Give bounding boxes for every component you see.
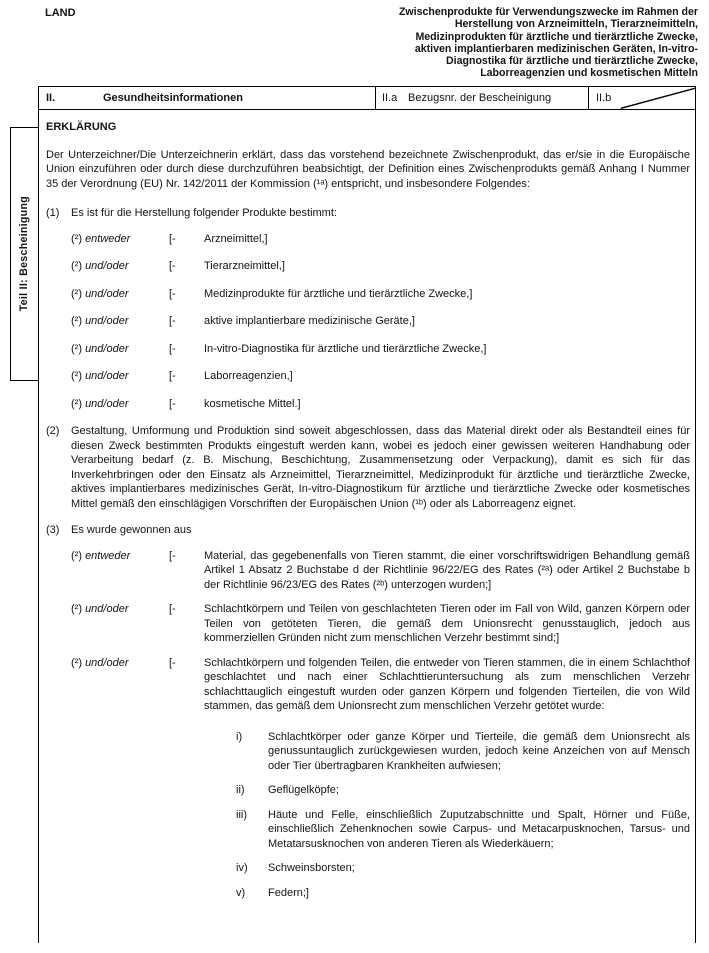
option-keyword: und/oder bbox=[85, 342, 129, 355]
document-title bbox=[268, 6, 698, 80]
option-keyword: und/oder bbox=[85, 287, 129, 300]
declaration-heading: ERKLÄRUNG bbox=[46, 121, 117, 133]
section-header-row bbox=[39, 86, 695, 110]
option-bracket: [- bbox=[169, 287, 176, 300]
option-row bbox=[71, 342, 690, 357]
country-label: LAND bbox=[45, 7, 76, 19]
title-line: Medizinprodukten für ärztliche und tierärztliche Zwecke, bbox=[415, 30, 698, 43]
option-row bbox=[71, 549, 690, 593]
option-footnote-ref: (²) bbox=[71, 315, 82, 327]
option-keyword: und/oder bbox=[85, 370, 129, 382]
option-text: Laborreagenzien,] bbox=[204, 370, 293, 382]
diagonal-strike-line bbox=[589, 87, 695, 109]
option-footnote-ref: (²) bbox=[71, 232, 82, 245]
subitem-text: Schweinsborsten; bbox=[268, 862, 355, 874]
option-text: Medizinprodukte für ärztliche und tierärztliche Zwecke,] bbox=[204, 287, 473, 300]
ref-cell-number: II.a bbox=[382, 91, 398, 104]
option-text: aktive implantierbare medizinische Geräte,] bbox=[204, 315, 415, 327]
part-label: Teil II: Bescheinigung bbox=[18, 196, 31, 312]
title-line: aktiven implantierbaren medizinischen Geräten, In-vitro- bbox=[414, 42, 698, 55]
option-row bbox=[71, 369, 690, 384]
item-text: Gestaltung, Umformung und Produktion sind soweit abgeschlossen, dass das Material direkt oder als Bestandteil eines für diesen Zweck bestimmten Produkts eingestuft werden kann, wobei es jedoch einer gewissen weiteren Handhabung oder Verarbeitung bedarf (z. B. Mischung, Beschichtung, Zusammensetzung oder Verpackung), damit es sich für das Inverkehrbringen oder den Einsatz als Arzneimittel, Tierarzneimittel, Medizinprodukt für ärztliche und tierärztliche Zwecke, aktives implantierbares medizinisches Gerät, In-vitro-Diagnostikum für ärztliche und tierärztliche Zwecke oder kosmetisches Mittel gemäß den einschlägigen Vorschriften der Europäischen Union (¹ᵇ) oder als Laborreagenz eignet. bbox=[71, 425, 690, 510]
item-text: Es ist für die Herstellung folgender Produkte bestimmt: bbox=[71, 207, 337, 219]
option-footnote-ref: (²) bbox=[71, 656, 82, 669]
option-keyword: und/oder bbox=[85, 315, 129, 327]
option-row bbox=[71, 602, 690, 646]
item-number: (3) bbox=[46, 524, 60, 536]
item-3 bbox=[46, 523, 690, 538]
item-1 bbox=[46, 206, 690, 221]
option-text-group bbox=[204, 656, 690, 911]
subitem-row bbox=[236, 730, 690, 774]
subitem-row bbox=[236, 886, 690, 901]
option-text: In-vitro-Diagnostika für ärztliche und tierärztliche Zwecke,] bbox=[204, 342, 487, 355]
option-footnote-ref: (²) bbox=[71, 370, 82, 382]
section-title: Gesundheitsinformationen bbox=[103, 91, 243, 104]
section-number: II. bbox=[46, 91, 56, 104]
option-text: kosmetische Mittel.] bbox=[204, 397, 301, 410]
option-marker bbox=[71, 342, 169, 357]
option-footnote-ref: (²) bbox=[71, 342, 82, 355]
subitem-row bbox=[236, 783, 690, 798]
option-row bbox=[71, 259, 690, 274]
option-marker bbox=[71, 232, 169, 247]
title-line: Diagnostika für ärztliche und tierärztliche Zwecke, bbox=[446, 55, 698, 68]
subitem-text: Schlachtkörper oder ganze Körper und Tierteile, die gemäß dem Unionsrecht als genussuntauglich zurückgewiesen wurden, jedoch keine Anzeichen von auf Mensch oder Tier übertragbaren Krankheiten aufwiesen; bbox=[268, 730, 690, 772]
option-bracket: [- bbox=[169, 342, 176, 355]
option-row bbox=[71, 656, 690, 911]
option-text: Material, das gegebenenfalls von Tieren stammt, die einer vorschriftswidrigen Behandlung gemäß Artikel 1 Absatz 2 Buchstabe d der Richtlinie 96/22/EG des Rates (²ᵃ) oder Artikel 2 Buchstabe b der Richtlinie 96/23/EG des Rates (²ᵇ) unterzogen wurden;] bbox=[204, 549, 690, 591]
option-footnote-ref: (²) bbox=[71, 260, 82, 272]
option-keyword: entweder bbox=[85, 549, 131, 562]
option-footnote-ref: (²) bbox=[71, 603, 82, 615]
subitem-row bbox=[236, 808, 690, 852]
option-keyword: und/oder bbox=[85, 603, 129, 615]
option-row bbox=[71, 232, 690, 247]
reference-number-cell bbox=[376, 87, 589, 109]
option-row bbox=[71, 397, 690, 412]
declaration-body bbox=[39, 110, 695, 910]
option-keyword: und/oder bbox=[85, 397, 129, 410]
option-marker bbox=[71, 549, 169, 593]
subitem-text: Häute und Felle, einschließlich Zuputzabschnitte und Spalt, Hörner und Füße, einschließlich Zehenknochen sowie Carpus- und Metacarpusknochen, Tarsus- und Metatarsusknochen von anderen Tieren als Wiederkäuern; bbox=[268, 808, 690, 850]
subitem-number: iii) bbox=[236, 808, 247, 821]
iib-cell-number: II.b bbox=[596, 91, 612, 104]
item-number: (1) bbox=[46, 207, 60, 219]
option-bracket: [- bbox=[169, 315, 176, 327]
option-keyword: und/oder bbox=[85, 656, 129, 669]
option-text: Arzneimittel,] bbox=[204, 232, 268, 245]
subitem-text: Federn;] bbox=[268, 886, 309, 899]
subitem-number: ii) bbox=[236, 784, 245, 796]
option-bracket: [- bbox=[169, 397, 176, 410]
option-text: Tierarzneimittel,] bbox=[204, 260, 285, 272]
option-footnote-ref: (²) bbox=[71, 549, 82, 562]
option-keyword: entweder bbox=[85, 232, 131, 245]
subitem-list bbox=[204, 730, 690, 901]
item-2 bbox=[46, 424, 690, 511]
subitem-number: i) bbox=[236, 730, 243, 743]
part-label-box bbox=[10, 127, 39, 381]
intro-paragraph: Der Unterzeichner/Die Unterzeichnerin erklärt, dass das vorstehend bezeichnete Zwischenprodukt, das er/sie in die Europäische Union einzuführen oder durch diese durchzuführen beabsichtigt, der Definition eines Zwischenprodukts gemäß Anhang I Nummer 35 der Verordnung (EU) Nr. 142/2011 der Kommission (¹ᵃ) entspricht, und insbesondere Folgendes: bbox=[46, 148, 690, 190]
option-marker bbox=[71, 369, 169, 384]
option-bracket: [- bbox=[169, 260, 176, 272]
option-bracket: [- bbox=[169, 370, 176, 382]
option-marker bbox=[71, 259, 169, 274]
title-line: Herstellung von Arzneimitteln, Tierarzneimitteln, bbox=[454, 18, 698, 31]
option-footnote-ref: (²) bbox=[71, 287, 82, 300]
option-keyword: und/oder bbox=[85, 260, 129, 272]
option-marker bbox=[71, 397, 169, 412]
option-bracket: [- bbox=[169, 549, 176, 562]
title-line: Zwischenprodukte für Verwendungszwecke im Rahmen der bbox=[398, 6, 698, 18]
option-row bbox=[71, 314, 690, 329]
title-line: Laborreagenzien und kosmetischen Mitteln bbox=[480, 67, 698, 80]
subitem-number: iv) bbox=[236, 862, 248, 874]
option-marker bbox=[71, 602, 169, 646]
option-row bbox=[71, 287, 690, 302]
subitem-text: Geflügelköpfe; bbox=[268, 784, 339, 796]
ref-cell-label: Bezugsnr. der Bescheinigung bbox=[408, 91, 552, 104]
section-ii-cell bbox=[39, 87, 376, 109]
iib-cell bbox=[589, 87, 695, 109]
option-footnote-ref: (²) bbox=[71, 397, 82, 410]
option-bracket: [- bbox=[169, 603, 176, 615]
option-text: Schlachtkörpern und Teilen von geschlachteten Tieren oder im Fall von Wild, ganzen Körpern oder Teilen von getöteten Tieren, die gemäß dem Unionsrecht genusstauglich, jedoch aus kommerziellen Gründen nicht zum menschlichen Verzehr bestimmt sind;] bbox=[204, 603, 690, 644]
option-bracket: [- bbox=[169, 232, 176, 245]
option-marker bbox=[71, 656, 169, 911]
subitem-number: v) bbox=[236, 886, 246, 899]
option-bracket: [- bbox=[169, 656, 176, 669]
item-text: Es wurde gewonnen aus bbox=[71, 524, 192, 536]
option-marker bbox=[71, 287, 169, 302]
item-number: (2) bbox=[46, 425, 60, 437]
certificate-box bbox=[38, 86, 696, 943]
subitem-row bbox=[236, 861, 690, 876]
option-marker bbox=[71, 314, 169, 329]
option-text: Schlachtkörpern und folgenden Teilen, die entweder von Tieren stammen, die in einem Schlachthof geschlachtet und nach einer Schlachttieruntersuchung als zum menschlichen Verzehr schlachttauglich eingestuft wurden oder ganzen Körpern und folgenden Tierteilen, die von Wild stammen, das gemäß dem Unionsrecht zum menschlichen Verzehr getötet wurde: bbox=[204, 656, 690, 712]
